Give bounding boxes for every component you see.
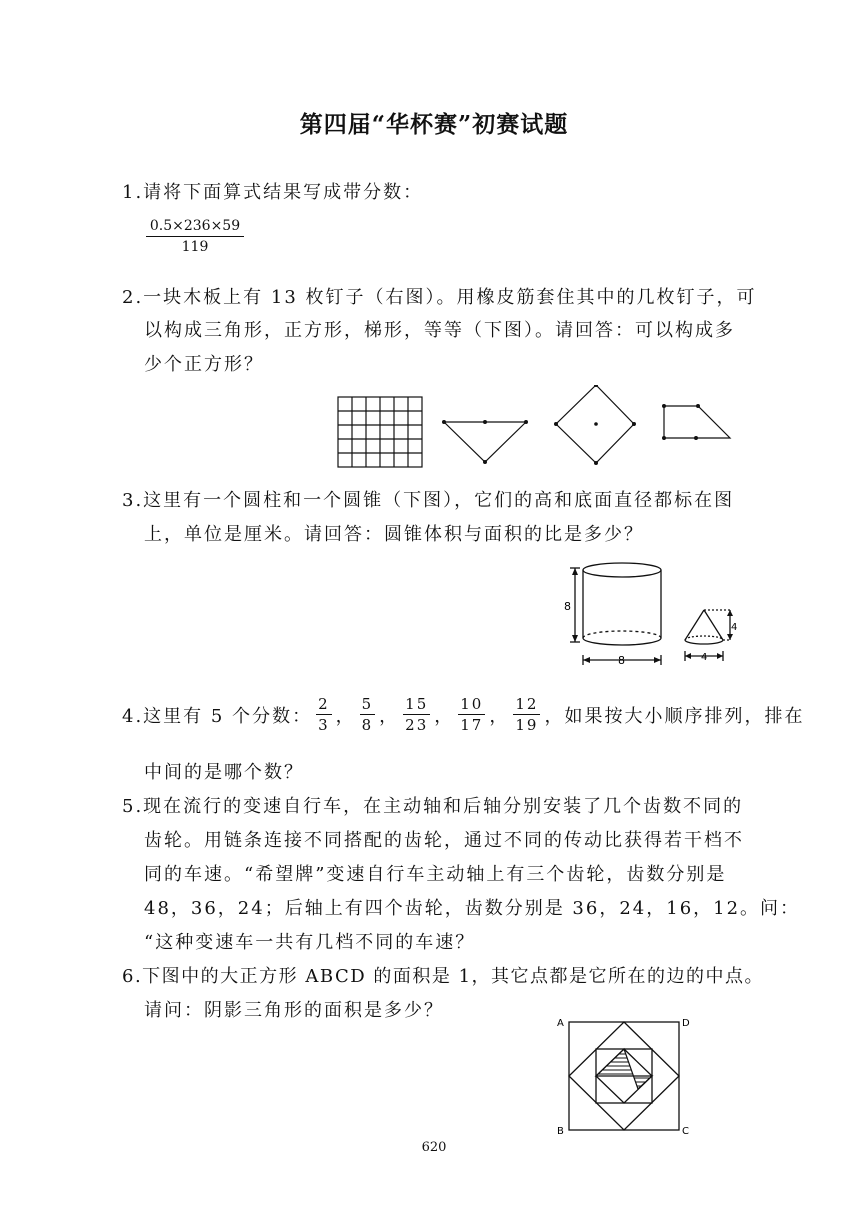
question-4-suffix: 如果按大小顺序排列，排在 xyxy=(564,705,805,727)
question-2-line-1: 2.一块木板上有 13 枚钉子（右图）。用橡皮筋套住其中的几枚钉子，可 xyxy=(122,287,757,308)
question-6-line-1: 6.下图中的大正方形 ABCD 的面积是 1，其它点都是它所在的边的中点。 xyxy=(122,966,765,987)
question-4-line-2: 中间的是哪个数？ xyxy=(144,762,304,783)
fraction-denominator: 17 xyxy=(460,716,484,734)
fraction-denominator: 119 xyxy=(181,239,209,255)
question-1-fraction xyxy=(146,218,244,255)
question-5-line-3: 同的车速。“希望牌”变速自行车主动轴上有三个齿轮，齿数分别是 xyxy=(144,864,727,885)
question-5-line-2: 齿轮。用链条连接不同搭配的齿轮，通过不同的传动比获得若干档不 xyxy=(144,830,744,851)
fraction-numerator: 5 xyxy=(361,695,374,713)
label-c: C xyxy=(682,1126,689,1136)
fraction-denominator: 19 xyxy=(515,716,539,734)
question-3-line-2: 上，单位是厘米。请回答：圆锥体积与面积的比是多少？ xyxy=(144,524,644,545)
label-a: A xyxy=(557,1018,564,1029)
fraction-12-19 xyxy=(513,694,540,735)
fraction-numerator: 2 xyxy=(318,695,330,713)
fraction-numerator: 10 xyxy=(460,695,484,713)
page-title: 第四届“华杯赛”初赛试题 xyxy=(299,111,569,138)
question-5-line-4: 48，36，24；后轴上有四个齿轮，齿数分别是 36，24，16，12。问： xyxy=(144,898,801,919)
question-1-text: 1.请将下面算式结果写成带分数： xyxy=(122,182,424,203)
question-2-line-2: 以构成三角形，正方形，梯形，等等（下图）。请回答：可以构成多 xyxy=(144,320,735,341)
question-4-line-1 xyxy=(122,694,804,735)
question-6-line-2: 请问：阴影三角形的面积是多少？ xyxy=(144,1000,444,1021)
question-2-figures xyxy=(330,385,750,475)
shaded-triangle xyxy=(596,1049,652,1089)
question-4-prefix: 4.这里有 5 个分数： xyxy=(122,705,313,727)
question-5-line-5: “这种变速车一共有几档不同的车速？ xyxy=(144,932,476,953)
separator: ， xyxy=(489,705,510,727)
cylinder-cone-figure xyxy=(560,560,750,670)
fraction-denominator: 23 xyxy=(405,716,429,734)
label-d: D xyxy=(682,1018,690,1029)
separator: ， xyxy=(379,705,400,727)
trapezoid-figure xyxy=(664,406,730,438)
fraction-5-8 xyxy=(360,694,376,735)
page-number: 620 xyxy=(421,1140,447,1155)
question-3-line-1: 3.这里有一个圆柱和一个圆锥（下图），它们的高和底面直径都标在图 xyxy=(122,490,735,511)
fraction-numerator: 0.5×236×59 xyxy=(146,218,244,237)
separator: ， xyxy=(335,705,356,727)
label-b: B xyxy=(557,1126,564,1136)
cone-height-label: 4 xyxy=(731,622,738,633)
cylinder-diameter-label: 8 xyxy=(618,654,625,667)
fraction-denominator: 3 xyxy=(318,716,330,734)
question-5-line-1: 5.现在流行的变速自行车，在主动轴和后轴分别安装了几个齿数不同的 xyxy=(122,796,744,817)
fraction-denominator: 8 xyxy=(361,716,374,734)
nail-grid-figure xyxy=(338,397,422,467)
fraction-numerator: 15 xyxy=(405,695,429,713)
cylinder-height-label: 8 xyxy=(564,600,571,613)
separator: ， xyxy=(544,705,565,727)
fraction-numerator: 12 xyxy=(515,695,539,713)
triangle-figure xyxy=(444,422,526,462)
separator: ， xyxy=(434,705,455,727)
fraction-2-3 xyxy=(316,694,332,735)
fraction-10-17 xyxy=(458,694,485,735)
question-2-line-3: 少个正方形？ xyxy=(144,354,264,375)
cone-diameter-label: 4 xyxy=(701,652,708,663)
nested-squares-figure xyxy=(555,1012,695,1136)
fraction-15-23 xyxy=(403,694,430,735)
